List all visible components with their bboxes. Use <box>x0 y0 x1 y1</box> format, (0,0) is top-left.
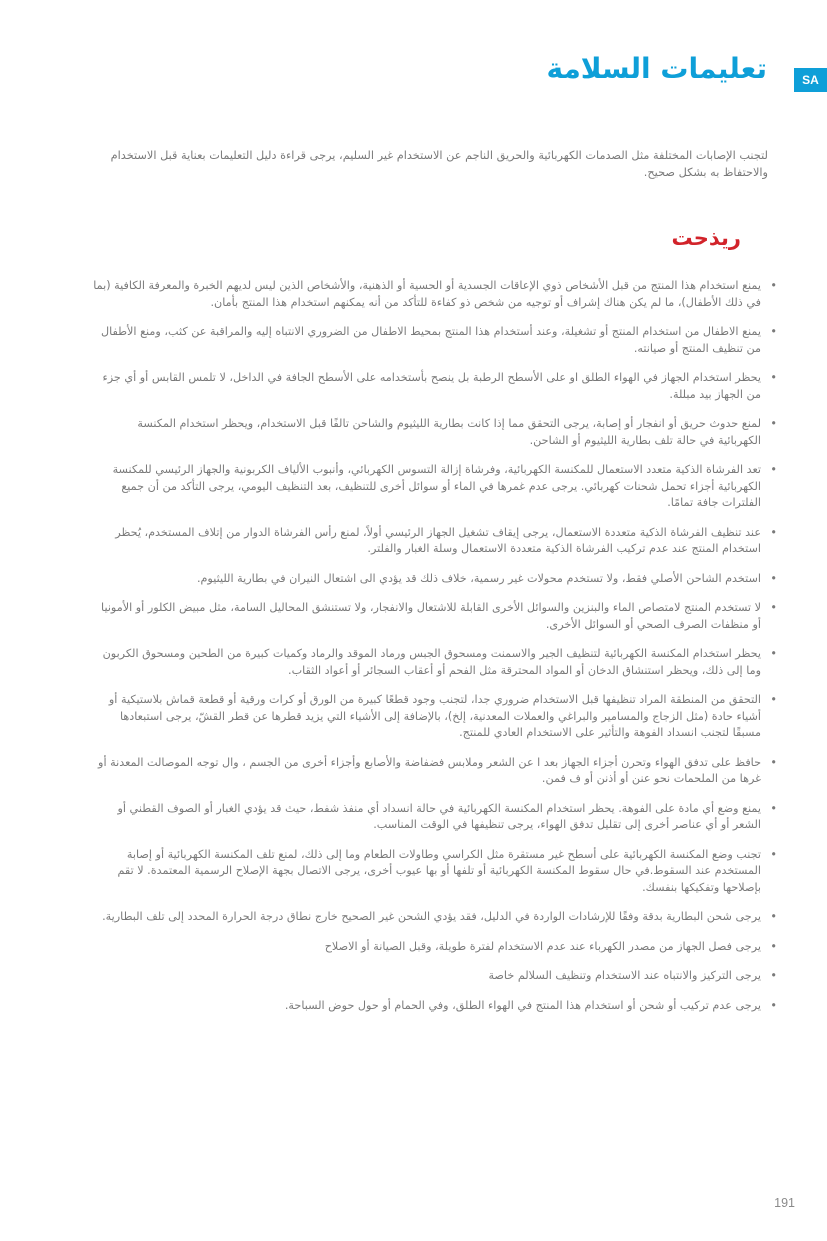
page-number: 191 <box>774 1196 795 1210</box>
warning-item: • يمنع وضع أي مادة على الفوهة. يحظر استخدام المكنسة الكهربائية في حالة انسداد أي منفذ شفط، حيث قد يؤدي الغبار أو الصوف القطني أو الشعر أو أي عناصر أخرى إلى تقليل تدفق الهواء، يرجى تنظيفها في الوقت المناسب. <box>92 801 777 834</box>
warning-item: • يرجى شحن البطارية بدقة وفقًا للإرشادات الواردة في الدليل، فقد يؤدي الشحن غير الصحيح خارج نطاق درجة الحرارة المحدد إلى تلف البطارية. <box>92 909 777 926</box>
page-title: تعليمات السلامة <box>546 52 767 85</box>
warning-item: • يمنع استخدام هذا المنتج من قبل الأشخاص ذوي الإعاقات الجسدية أو الحسية أو الذهنية، والأشخاص الذين ليس لديهم الخبرة والمعرفة الكافية (بما في ذلك الأطفال)، ما لم يكن هناك إشراف أو توجيه من شخص ذو كفاءة للتأكد من أنه يمكنهم استخدام هذا المنتج بأمان. <box>92 278 777 311</box>
warning-item: • يحظر استخدام الجهاز في الهواء الطلق او على الأسطح الرطبة بل ينصح بأستخدامه على الأسطح الجافة في الداخل، لا تلمس القابس أو أي جزء من الجهاز بيد مبللة. <box>92 370 777 403</box>
warning-item: • حافظ على تدفق الهواء وتحرن أجزاء الجهاز بعد ا عن الشعر وملابس فضفاضة والأصابع وأجزاء أخرى من الجسم ، وال توجه الموصالت المعدنة أو غرها من الملحمات نحو عنن أو أذنن أو ف فمن. <box>92 755 777 788</box>
warning-item: • استخدم الشاحن الأصلي فقط، ولا تستخدم محولات غير رسمية، خلاف ذلك قد يؤدي الى اشتعال النيران في بطارية الليثيوم. <box>92 571 777 588</box>
warning-item: • يمنع الاطفال من استخدام المنتج أو تشغيلة، وعند أستخدام هذا المنتج بمحيط الاطفال من الضروري الانتباه إليه والمراقبة عن كثب، ومنع الأطفال من تنظيف المنتج أو صيانته. <box>92 324 777 357</box>
warning-list <box>92 278 777 1027</box>
warning-item: • تعد الفرشاة الذكية متعدد الاستعمال للمكنسة الكهربائية، وفرشاة إزالة التسوس الكهربائي، وأنبوب الألياف الكربونية والجهاز الرئيسي للمكنسة الكهربائية أجزاء تحمل شحنات كهربائي. يرجى عدم غمرها في الماء أو سوائل أخرى للتنظيف، بعد التنظيف اليومي، يرجى التأكد من أن جميع الفلترات جافة تمامًا. <box>92 462 777 512</box>
intro-paragraph: لتجنب الإصابات المختلفة مثل الصدمات الكهربائية والحريق الناجم عن الاستخدام غير السليم، يرجى قراءة دليل التعليمات بعناية قبل الاستخدام والاحتفاظ به بشكل صحيح. <box>110 149 768 179</box>
warning-item: • يحظر استخدام المكنسة الكهربائية لتنظيف الجير والاسمنت ومسحوق الجبس ورماد الموقد والرماد وكميات كبيرة من الطحين ومسحوق الكربون وما إلى ذلك، ويحظر استنشاق الدخان أو المواد المحترقة مثل الفحم أو أعقاب السجائر أو أعواد الثقاب. <box>92 646 777 679</box>
warning-heading: ريذحت <box>671 226 741 250</box>
warning-item: • يرجى فصل الجهاز من مصدر الكهرباء عند عدم الاستخدام لفترة طويلة، وقبل الصيانة أو الاصلاح <box>92 939 777 956</box>
language-badge: SA <box>794 68 827 92</box>
warning-item: • التحقق من المنطقة المراد تنظيفها قبل الاستخدام ضروري جدا، لتجنب وجود قطعًا كبيرة من الورق أو كرات ورقية أو قطعة قماش بلاستيكية أو أشياء حادة (مثل الزجاج والمسامير والبراغي والعملات المعدنية، إلخ)، بالإضافة إلى الأشياء التي يزيد قطرها عن قطر القشّ، يرجى استبعادها مسبقًا لتجنب انسداد الفوهة والتأثير على الاستخدام العادي للمنتج. <box>92 692 777 742</box>
warning-item: • لمنع حدوث حريق أو انفجار أو إصابة، يرجى التحقق مما إذا كانت بطارية الليثيوم والشاحن تالفًا قبل الاستخدام، ويحظر استخدام المكنسة الكهربائية في حالة تلف بطارية الليثيوم أو الشاحن. <box>92 416 777 449</box>
warning-item: • لا تستخدم المنتج لامتصاص الماء والبنزين والسوائل الأخرى القابلة للاشتعال والانفجار، ولا تستنشق المحاليل السامة، مثل مبيض الكلور أو الأمونيا أو منظفات الصرف الصحي أو السوائل الأخرى. <box>92 600 777 633</box>
warning-item: • عند تنظيف الفرشاة الذكية متعددة الاستعمال، يرجى إيقاف تشغيل الجهاز الرئيسي أولاً، لمنع رأس الفرشاة الدوار من إتلاف المستخدم، يُحظر استخدام المنتج عند عدم تركيب الفرشاة الذكية متعددة الاستعمال وسلة الغبار والفلتر. <box>92 525 777 558</box>
warning-item: • يرجى التركيز والانتباه عند الاستخدام وتنظيف السلالم خاصة <box>92 968 777 985</box>
warning-item: • يرجى عدم تركيب أو شحن أو استخدام هذا المنتج في الهواء الطلق، وفي الحمام أو حول حوض السباحة. <box>92 998 777 1015</box>
warning-item: • تجنب وضع المكنسة الكهربائية على أسطح غير مستقرة مثل الكراسي وطاولات الطعام وما إلى ذلك، لمنع تلف المكنسة الكهربائية أو إصابة المستخدم عند السقوط.في حال سقوط المكنسة الكهربائية أو تلفها أو بها عيوب أخرى، يرجى الاتصال بجهة الإصلاح الرسمية المعتمدة. لا تقم بإصلاحها وتفكيكها بنفسك. <box>92 847 777 897</box>
